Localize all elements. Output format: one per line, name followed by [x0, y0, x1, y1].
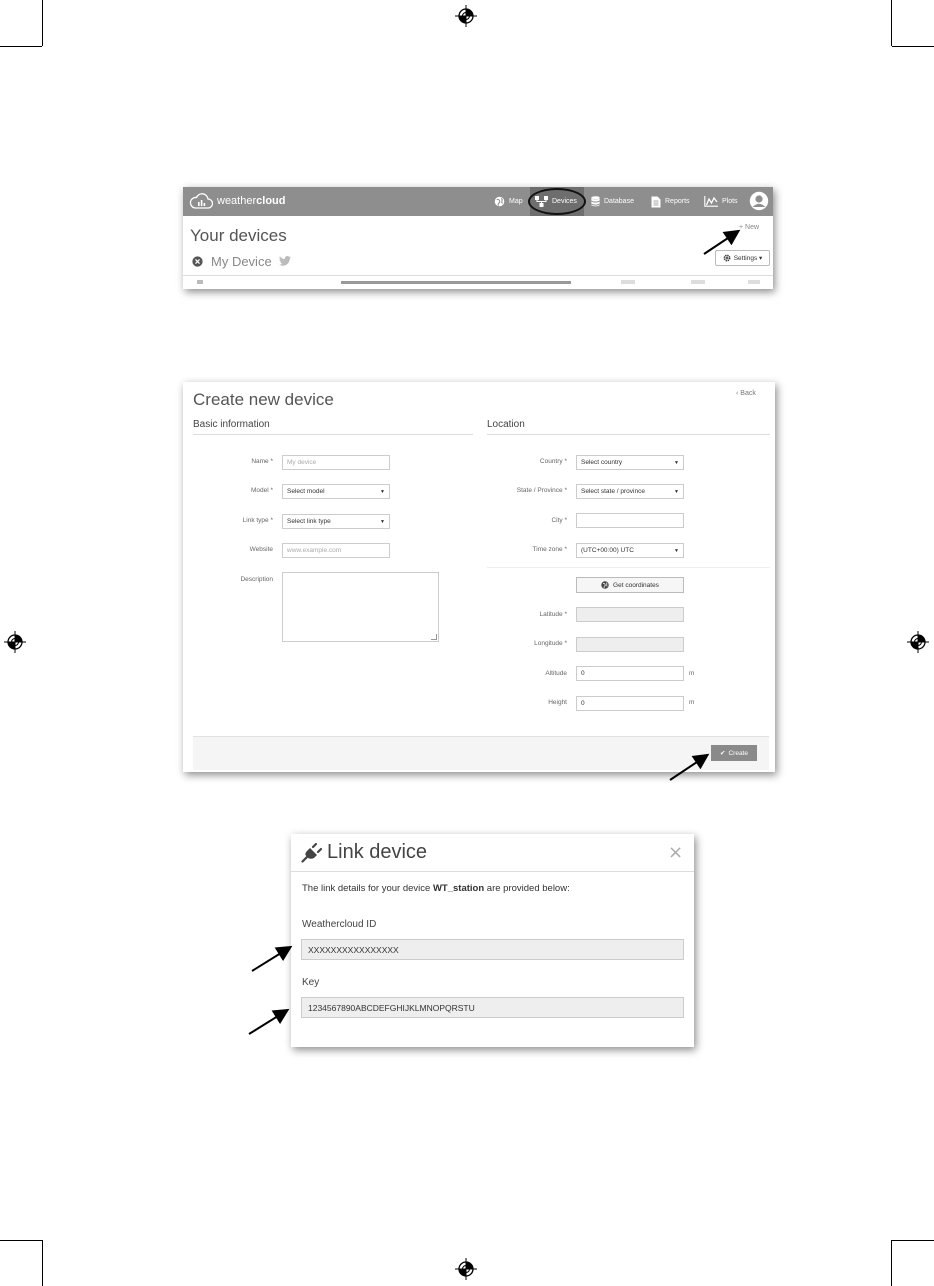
back-label: Back: [740, 390, 756, 397]
city-label: City *: [551, 517, 567, 524]
user-avatar-icon[interactable]: [749, 191, 769, 211]
link-type-select[interactable]: [282, 514, 390, 529]
dialog-description: [302, 883, 570, 894]
longitude-input: [576, 637, 684, 652]
weathercloud-id-field[interactable]: XXXXXXXXXXXXXXXX: [301, 939, 684, 960]
nav-reports[interactable]: [651, 187, 690, 216]
settings-button[interactable]: [715, 250, 770, 266]
country-label: Country *: [539, 458, 567, 465]
device-name[interactable]: My Device: [211, 253, 272, 269]
dialog-header: [291, 834, 694, 872]
form-title: Create new device: [193, 390, 334, 409]
timezone-select[interactable]: [576, 543, 684, 558]
longitude-label: Longitude *: [534, 640, 567, 647]
website-label: Website: [249, 546, 273, 553]
name-label: Name *: [251, 458, 273, 465]
create-button[interactable]: [711, 745, 757, 761]
country-select[interactable]: [576, 455, 684, 470]
weathercloud-id-label: Weathercloud ID: [302, 919, 377, 930]
cloud-logo-icon: [189, 191, 213, 211]
description-textarea[interactable]: [282, 572, 439, 642]
key-label: Key: [302, 977, 320, 988]
create-label: Create: [728, 749, 748, 757]
crop-mark: [891, 1240, 892, 1286]
name-input[interactable]: My device: [282, 455, 390, 470]
state-select[interactable]: [576, 484, 684, 499]
state-value: Select state / province: [581, 488, 645, 495]
description-start: The link details for your device: [302, 883, 433, 894]
altitude-input[interactable]: 0: [576, 666, 684, 681]
device-id-text: WT_station: [432, 883, 485, 894]
nav-plots[interactable]: [704, 187, 738, 216]
country-value: Select country: [581, 459, 623, 466]
nav-map[interactable]: [490, 187, 527, 216]
weathercloud-logo[interactable]: [189, 190, 285, 212]
arrow-to-id: [252, 948, 289, 971]
timezone-value: (UTC+00:00) UTC: [581, 547, 634, 554]
crop-mark: [42, 0, 43, 46]
key-field[interactable]: 1234567890ABCDEFGHIJKLMNOPQRSTU: [301, 997, 684, 1018]
table-header-fragment: [183, 279, 773, 289]
state-label: State / Province *: [516, 487, 567, 494]
registration-mark-icon: [4, 631, 26, 653]
brand-name-light: weather: [217, 195, 257, 207]
get-coordinates-button[interactable]: [576, 577, 684, 593]
divider: [193, 434, 473, 435]
globe-icon: [601, 581, 609, 589]
latitude-input: [576, 607, 684, 622]
location-heading: Location: [487, 419, 525, 430]
crop-mark: [892, 46, 934, 47]
crop-mark: [0, 1240, 42, 1241]
arrow-to-key: [249, 1011, 286, 1034]
divider: [487, 567, 770, 568]
report-icon: [651, 196, 661, 208]
height-label: Height: [548, 699, 567, 706]
get-coordinates-label: Get coordinates: [613, 581, 659, 589]
chart-icon: [704, 196, 718, 207]
top-navbar: [183, 187, 773, 216]
database-icon: [591, 196, 600, 207]
nav-reports-label: Reports: [665, 198, 690, 205]
dialog-title: Link device: [327, 841, 428, 863]
description-label: Description: [240, 576, 273, 583]
gear-icon: [723, 254, 731, 262]
check-icon: ✔: [720, 750, 726, 757]
highlight-circle: [528, 188, 586, 215]
link-device-dialog: [291, 834, 694, 1047]
altitude-label: Altitude: [545, 670, 567, 677]
twitter-icon[interactable]: [279, 256, 291, 266]
description-end: are provided below:: [484, 883, 570, 894]
form-footer: [193, 736, 769, 770]
brand-name-bold: cloud: [256, 195, 286, 207]
height-input[interactable]: 0: [576, 696, 684, 711]
nav-database[interactable]: [591, 187, 634, 216]
crop-mark: [42, 1240, 43, 1286]
model-select[interactable]: [282, 484, 390, 499]
latitude-label: Latitude *: [539, 611, 567, 618]
nav-map-label: Map: [509, 198, 523, 205]
crop-mark: [892, 1240, 934, 1241]
plug-icon: [301, 842, 323, 864]
divider: [183, 275, 773, 276]
nav-devices-label: Devices: [552, 198, 577, 205]
city-input[interactable]: [576, 513, 684, 528]
nav-database-label: Database: [604, 198, 634, 205]
new-device-link[interactable]: + New: [739, 224, 760, 231]
nav-plots-label: Plots: [722, 198, 738, 205]
registration-mark-icon: [455, 1258, 477, 1280]
timezone-label: Time zone *: [532, 546, 567, 553]
crop-mark: [0, 46, 42, 47]
back-link[interactable]: [736, 390, 756, 397]
website-input[interactable]: www.example.com: [282, 543, 390, 558]
basic-info-heading: Basic information: [193, 419, 270, 430]
height-unit: m: [689, 699, 695, 706]
globe-icon: [494, 196, 505, 207]
close-icon[interactable]: ×: [668, 842, 684, 863]
altitude-unit: m: [689, 670, 695, 677]
settings-label: Settings ▾: [733, 255, 763, 262]
device-entry: [192, 253, 291, 269]
registration-mark-icon: [455, 5, 477, 27]
new-device-label: New: [745, 224, 760, 231]
model-label: Model *: [250, 487, 273, 494]
create-device-screenshot: [183, 382, 775, 772]
devices-page-screenshot: [183, 187, 773, 289]
registration-mark-icon: [907, 631, 929, 653]
page-title: Your devices: [190, 226, 287, 245]
crop-mark: [891, 0, 892, 46]
remove-device-icon[interactable]: [192, 256, 203, 267]
link-type-value: Select link type: [287, 518, 331, 525]
divider: [487, 434, 770, 435]
link-type-label: Link type *: [242, 517, 273, 524]
model-value: Select model: [287, 488, 325, 495]
chevron-left-icon: ‹: [736, 390, 741, 397]
